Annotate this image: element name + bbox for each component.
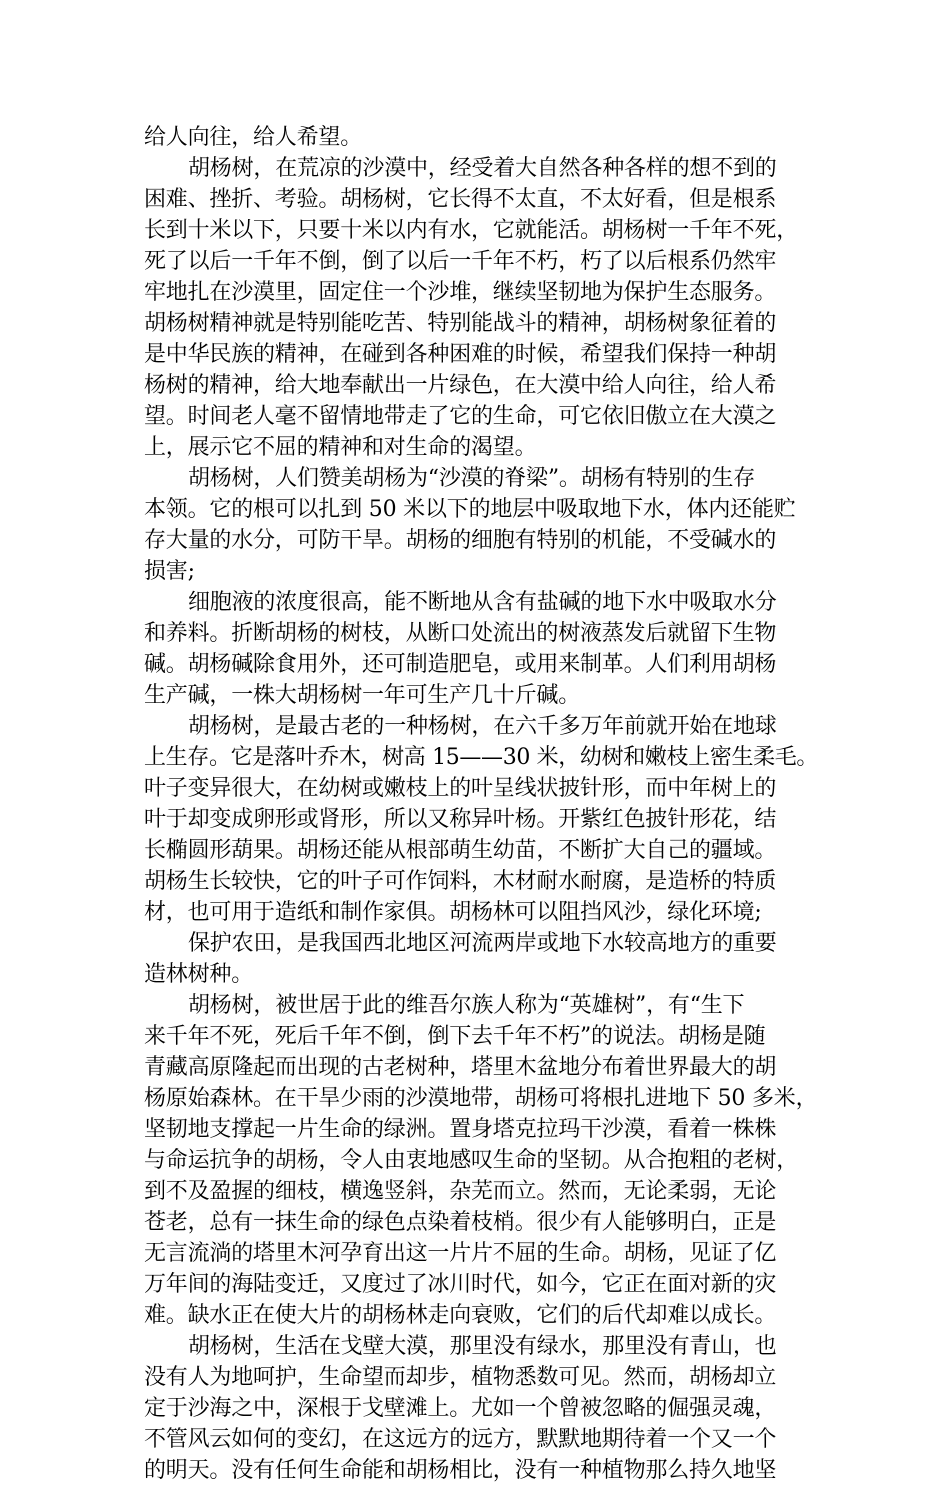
text-line: 造林树种。 [144,962,254,987]
text-line: 胡杨生长较快，它的叶子可作饲料，木材耐水耐腐，是造桥的特质 [144,869,777,894]
text-line: 和养料。折断胡杨的树枝，从断口处流出的树液蒸发后就留下生物 [144,621,777,646]
text-line: 来千年不死，死后千年不倒，倒下去千年不朽”的说法。胡杨是随 [144,1024,766,1049]
text-line: 长椭圆形葫果。胡杨还能从根部萌生幼苗，不断扩大自己的疆域。 [144,838,777,863]
paragraph-first-line: 胡杨树，被世居于此的维吾尔族人称为“英雄树”，有“生下 [188,993,745,1018]
paragraph-first-line: 胡杨树，人们赞美胡杨为“沙漠的脊梁”。胡杨有特别的生存 [188,466,756,491]
text-line: 困难、挫折、考验。胡杨树，它长得不太直，不太好看，但是根系 [144,187,777,212]
paragraph-first-line: 胡杨树，是最古老的一种杨树，在六千多万年前就开始在地球 [188,714,777,739]
text-line: 没有人为地呵护，生命望而却步，植物悉数可见。然而，胡杨却立 [144,1365,777,1390]
text-line: 定于沙海之中，深根于戈壁滩上。尤如一个曾被忽略的倔强灵魂， [144,1396,777,1421]
text-line: 长到十米以下，只要十米以内有水，它就能活。胡杨树一千年不死， [144,218,799,243]
text-line: 碱。胡杨碱除食用外，还可制造肥皂，或用来制革。人们利用胡杨 [144,652,777,677]
text-line: 到不及盈握的细枝，横逸竖斜，杂芜而立。然而，无论柔弱，无论 [144,1179,777,1204]
paragraph-first-line: 保护农田，是我国西北地区河流两岸或地下水较高地方的重要 [188,931,777,956]
text-line: 难。缺水正在使大片的胡杨林走向衰败，它们的后代却难以成长。 [144,1303,777,1328]
paragraph-first-line: 细胞液的浓度很高，能不断地从含有盐碱的地下水中吸取水分 [188,590,777,615]
text-line: 存大量的水分，可防干旱。胡杨的细胞有特别的机能，不受碱水的 [144,528,777,553]
text-line: 死了以后一千年不倒，倒了以后一千年不朽，朽了以后根系仍然牢 [144,249,777,274]
text-line: 生产碱，一株大胡杨树一年可生产几十斤碱。 [144,683,581,708]
text-line: 上，展示它不屈的精神和对生命的渴望。 [144,435,537,460]
text-line: 牢地扎在沙漠里，固定住一个沙堆，继续坚韧地为保护生态服务。 [144,280,777,305]
paragraph-first-line: 胡杨树，在荒凉的沙漠中，经受着大自然各种各样的想不到的 [188,156,777,181]
text-line: 叶于却变成卵形或肾形，所以又称异叶杨。开紫红色披针形花，结 [144,807,777,832]
body-text [144,122,820,1486]
text-line: 望。时间老人毫不留情地带走了它的生命，可它依旧傲立在大漠之 [144,404,777,429]
text-line: 苍老，总有一抹生命的绿色点染着枝梢。很少有人能够明白，正是 [144,1210,777,1235]
text-line: 坚韧地支撑起一片生命的绿洲。置身塔克拉玛干沙漠，看着一株株 [144,1117,777,1142]
text-line: 胡杨树精神就是特别能吃苦、特别能战斗的精神，胡杨树象征着的 [144,311,777,336]
text-line: 损害; [144,559,195,584]
text-line: 给人向往，给人希望。 [144,125,363,150]
text-line: 上生存。它是落叶乔木，树高 15——30 米，幼树和嫩枝上密生柔毛。 [144,745,819,770]
text-line: 是中华民族的精神，在碰到各种困难的时候，希望我们保持一种胡 [144,342,777,367]
paragraph-first-line: 胡杨树，生活在戈壁大漠，那里没有绿水，那里没有青山，也 [188,1334,777,1359]
text-line: 不管风云如何的变幻，在这远方的远方，默默地期待着一个又一个 [144,1427,777,1452]
text-line: 杨树的精神，给大地奉献出一片绿色，在大漠中给人向往，给人希 [144,373,777,398]
text-line: 本领。它的根可以扎到 50 米以下的地层中吸取地下水，体内还能贮 [144,497,796,522]
text-line: 的明天。没有任何生命能和胡杨相比，没有一种植物那么持久地坚 [144,1458,777,1483]
text-line: 材，也可用于造纸和制作家俱。胡杨林可以阻挡风沙，绿化环境; [144,900,762,925]
text-line: 青藏高原隆起而出现的古老树种，塔里木盆地分布着世界最大的胡 [144,1055,777,1080]
text-line: 无言流淌的塔里木河孕育出这一片片不屈的生命。胡杨，见证了亿 [144,1241,777,1266]
text-line: 叶子变异很大，在幼树或嫩枝上的叶呈线状披针形，而中年树上的 [144,776,777,801]
text-line: 与命运抗争的胡杨，令人由衷地感叹生命的坚韧。从合抱粗的老树， [144,1148,799,1173]
text-line: 杨原始森林。在干旱少雨的沙漠地带，胡杨可将根扎进地下 50 多米， [144,1086,818,1111]
text-line: 万年间的海陆变迁，又度过了冰川时代，如今，它正在面对新的灾 [144,1272,777,1297]
